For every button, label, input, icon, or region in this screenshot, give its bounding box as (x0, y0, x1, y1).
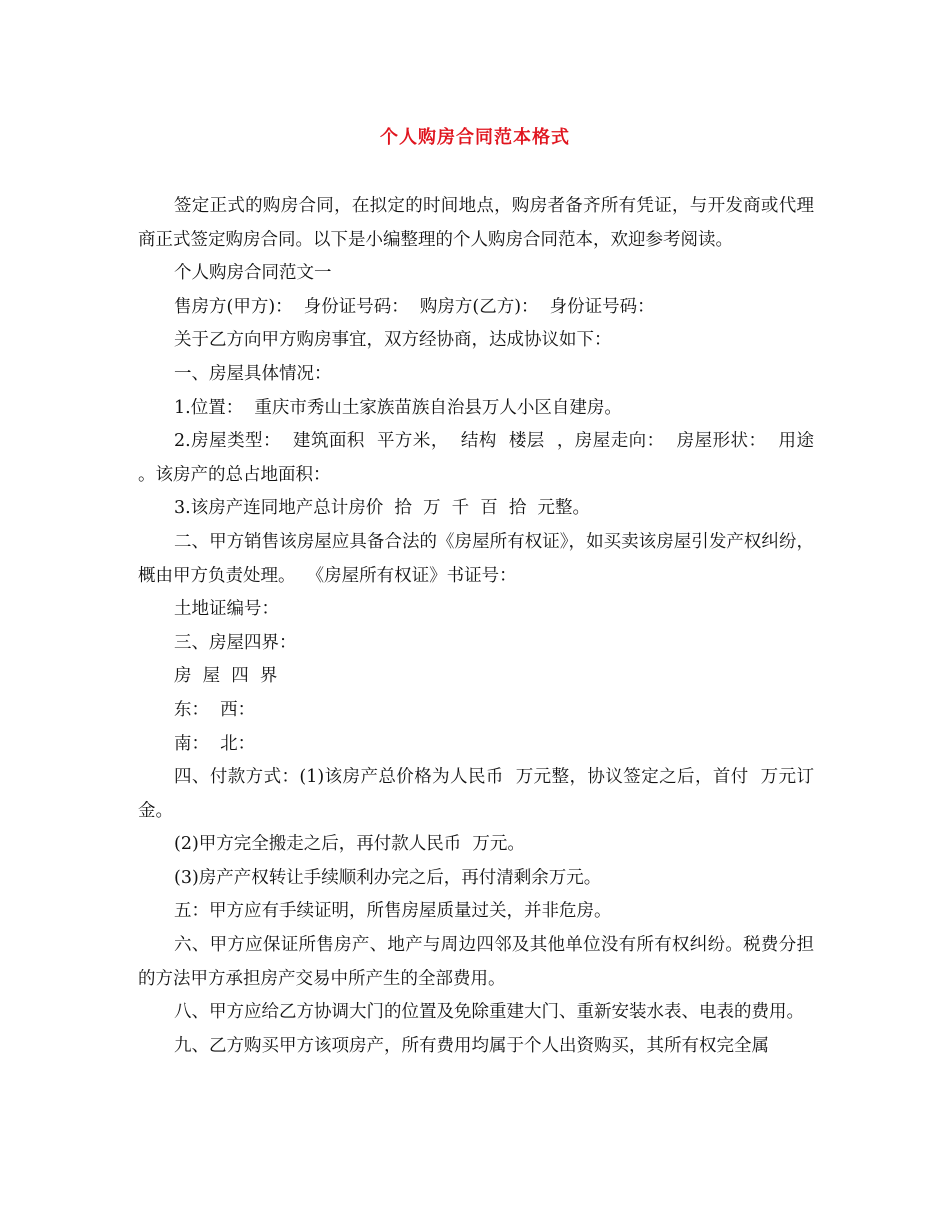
paragraph-south-north: 南： 北： (174, 733, 256, 754)
document-body (138, 190, 826, 1063)
paragraph-payment-3: (3)房产产权转让手续顺利办完之后，再付清剩余万元。 (174, 867, 602, 888)
paragraph-house-type: 2.房屋类型： 建筑面积 平方米， 结构 楼层 ，房屋走向： 房屋形状： 用途 。该房产的总占地面积： (138, 431, 826, 485)
paragraph-section-1: 一、房屋具体情况： (174, 363, 332, 384)
paragraph-section-4: 四、付款方式：(1)该房产总价格为人民币 万元整，协议签定之后，首付 万元订金。 (138, 767, 814, 821)
paragraph-agreement-intro: 关于乙方向甲方购房事宜，双方经协商，达成协议如下： (174, 330, 612, 351)
paragraph-section-9: 九、乙方购买甲方该项房产，所有费用均属于个人出资购买，其所有权完全属 (174, 1035, 769, 1056)
paragraph-section-8: 八、甲方应给乙方协调大门的位置及免除重建大门、重新安装水表、电表的费用。 (174, 1002, 804, 1023)
paragraph-intro: 签定正式的购房合同，在拟定的时间地点，购房者备齐所有凭证，与开发商或代理商正式签定购房合同。以下是小编整理的个人购房合同范本，欢迎参考阅读。 (138, 196, 814, 250)
paragraph-land-cert: 土地证编号： (174, 599, 279, 620)
paragraph-location: 1.位置： 重庆市秀山土家族苗族自治县万人小区自建房。 (174, 397, 622, 418)
paragraph-section-3: 三、房屋四界： (174, 632, 297, 653)
paragraph-east-west: 东： 西： (174, 699, 256, 720)
paragraph-price: 3.该房产连同地产总计房价 拾 万 千 百 拾 元整。 (174, 498, 590, 519)
document-title: 个人购房合同范本格式 (380, 127, 570, 148)
paragraph-section-6: 六、甲方应保证所售房产、地产与周边四邻及其他单位没有所有权纠纷。税费分担的方法甲方承担房产交易中所产生的全部费用。 (138, 935, 814, 989)
paragraph-parties: 售房方(甲方)： 身份证号码： 购房方(乙方)： 身份证号码： (174, 296, 655, 317)
paragraph-payment-2: (2)甲方完全搬走之后，再付款人民币 万元。 (174, 834, 525, 855)
paragraph-sample-heading: 个人购房合同范文一 (174, 263, 332, 284)
paragraph-section-5: 五：甲方应有手续证明，所售房屋质量过关，并非危房。 (174, 901, 612, 922)
paragraph-boundaries-heading: 房 屋 四 界 (174, 666, 278, 687)
paragraph-section-2: 二、甲方销售该房屋应具备合法的《房屋所有权证》，如买卖该房屋引发产权纠纷，概由甲方负责处理。 《房屋所有权证》书证号： (138, 531, 814, 586)
